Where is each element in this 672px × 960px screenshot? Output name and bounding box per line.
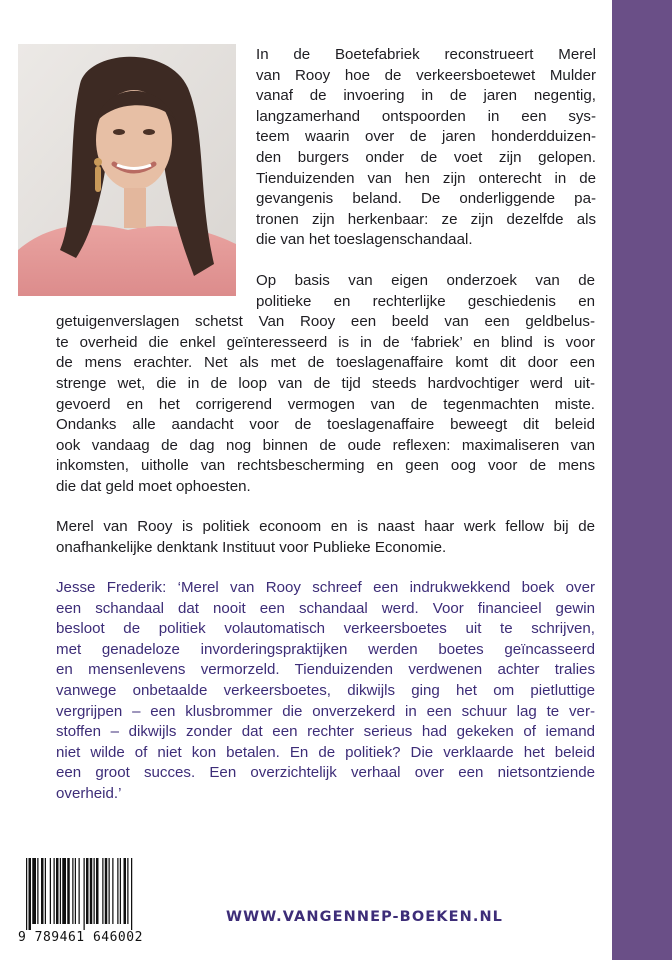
isbn-number: 9 789461 646002 [18,930,143,945]
text-line: onafhankelijke denktank Instituut voor Publieke Economie. [56,538,447,556]
text-line: den burgers onder de voet zijn gelopen. [256,148,596,166]
text-line: besloot de politiek volautomatisch verkeersboetes uit te schrijven, [56,620,595,638]
barcode-bar [67,858,70,924]
barcode-bar [45,858,46,924]
barcode-bar [127,858,128,924]
author-portrait [18,44,236,296]
publisher-website: WWW.VANGENNEP-BOEKEN.NL [226,909,504,925]
purple-spine-band [612,0,672,960]
text-line: vanaf de invoering in de jaren negentig, [256,87,596,105]
barcode-bar [84,858,85,930]
text-line: niet wilde of niet kon betalen. En de politiek? Die verklaarde het beleid [56,743,595,761]
text-line: teem waarin over de jaren honderdduizen- [256,128,596,146]
barcode-bar [29,858,32,930]
text-line: van Rooy hoe de verkeersboetewet Mulder [256,66,596,84]
barcode-bar [96,858,99,924]
text-line: politieke en rechterlijke geschiedenis en [256,292,595,310]
barcode-bar [131,858,132,930]
barcode-bar [26,858,27,930]
text-line: die dat geld moet ophoesten. [56,477,251,495]
text-line: gevoerd en het corrigerend vermogen van de tegenmachten miste. [56,395,595,413]
intro-paragraph [256,45,596,251]
barcode-bar [102,858,103,924]
barcode-bar [94,858,95,924]
text-line: ook vandaag de dag nog binnen de oude reflexen: maximaliseren van [56,436,595,454]
text-line: Merel van Rooy is politiek econoom en is naast haar werk fellow bij de [56,518,595,535]
text-line: een groot succes. Een overzichtelijk verhaal over een nietsontziende [56,764,595,782]
barcode-bar [72,858,73,924]
barcode-bar [60,858,61,924]
barcode-bar [50,858,51,924]
text-line: die van het toeslagenschandaal. [256,231,473,249]
text-line: vergrijpen – een klusbrommer die onverzekerd in een schuur lag te ver- [56,702,595,720]
barcode-bar [37,858,38,924]
text-line: overheid.’ [56,784,122,802]
text-line: en mensenlevens vermorzeld. Tienduizenden verdwenen achter tralies [56,661,595,679]
text-line: inkomsten, uitholle van rechtsbescherming en geen oog voor de mens [56,457,595,475]
barcode-bar [120,858,121,924]
text-line: met genadeloze invorderingspraktijken werden boetes geïncasseerd [56,640,595,658]
barcode-bar [79,858,80,924]
barcode-bar [109,858,110,924]
text-line: een schandaal dat nooit een schandaal werd. Voor financieel gewin [56,599,595,617]
text-line: Op basis van eigen onderzoek van de [256,272,595,289]
text-line: vanwege onbetaalde verkeersboetes, dikwijls ging het om pietluttige [56,681,595,699]
barcode-bar [56,858,59,924]
text-line: Jesse Frederik: ‘Merel van Rooy schreef een indrukwekkend boek over [56,579,595,596]
text-line: stoffen – dikwijls zonder dat een rechter serieus had gekeken of iemand [56,723,595,741]
barcode-bar [32,858,36,924]
body-paragraph [56,271,595,498]
text-line: In de Boetefabriek reconstrueert Merel [256,46,596,63]
text-line: tronen zijn herkenbaar: ze zijn dezelfde als [256,210,596,228]
text-line: getuigenverslagen schetst Van Rooy een beeld van een geldbelus- [56,313,595,331]
barcode-bar [90,858,93,924]
barcode-bar [41,858,44,924]
text-line: Ondanks alle aandacht voor de toeslagenaffaire beweegt dit beleid [56,416,595,434]
barcode-bar [54,858,55,924]
barcode-bar [62,858,66,924]
text-line: langzamerhand ontspoorden in een sys- [256,107,596,125]
barcode-bar [112,858,113,924]
text-line: Tienduizenden van hen zijn onterecht in de [256,169,596,187]
barcode-bar [86,858,89,924]
barcode-bar [117,858,118,924]
author-bio-paragraph [56,517,595,558]
barcode-bar [75,858,76,924]
text-line: te overheid die enkel geïnteresseerd is in de ‘fabriek’ en blind is voor [56,333,595,351]
barcode-bar [124,858,127,924]
review-quote [56,578,595,805]
barcode-bar [105,858,108,924]
text-line: de mens erachter. Net als met de toeslagenaffaire komt dit door een [56,354,595,372]
text-line: strenge wet, die in de loop van de tijd steeds hardvochtiger werd uit- [56,374,595,392]
text-line: gevangenis beland. De onderliggende pa- [256,190,596,208]
